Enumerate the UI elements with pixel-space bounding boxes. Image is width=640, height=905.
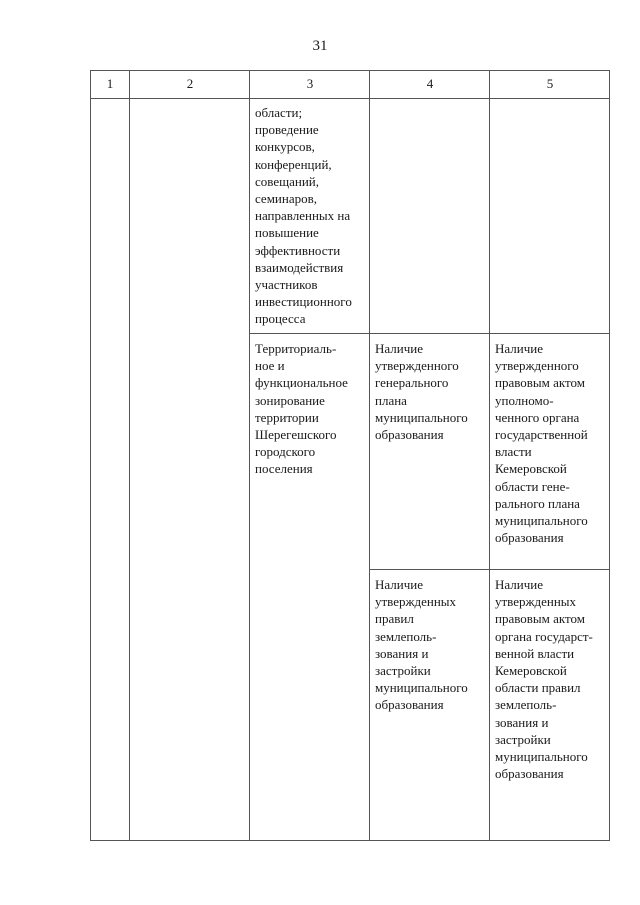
row2-col5-cell: Наличие утвержденного правовым актом уполномо- ченного органа государственной власти Кемеровской области гене- рального плана муниципального образования xyxy=(495,341,588,546)
column-divider-4 xyxy=(489,70,490,841)
row1-col3-cell: области; проведение конкурсов, конференций, совещаний, семинаров, направленных на повышение эффективности взаимодействия участников инвестиционного процесса xyxy=(255,105,352,327)
column-header-3: 3 xyxy=(306,76,314,91)
header-bottom-border xyxy=(90,98,610,99)
column-header-4: 4 xyxy=(426,76,434,91)
row3-col5-cell: Наличие утвержденных правовым актом органа государст- венной власти Кемеровской области правил землеполь- зования и застройки муниципального образования xyxy=(495,577,593,782)
row2-col4-cell: Наличие утвержденного генерального плана муниципального образования xyxy=(375,341,468,443)
table-left-border xyxy=(90,70,91,841)
column-header-5: 5 xyxy=(546,76,554,91)
page-number: 31 xyxy=(312,38,328,54)
table-top-border xyxy=(90,70,610,71)
column-divider-2 xyxy=(249,70,250,841)
table-right-border xyxy=(609,70,610,841)
row2-col3-cell: Территориаль- ное и функциональное зонирование территории Шерегешского городского поселения xyxy=(255,341,348,477)
table-bottom-border xyxy=(90,840,610,841)
column-header-2: 2 xyxy=(186,76,194,91)
column-header-1: 1 xyxy=(106,76,114,91)
column-divider-1 xyxy=(129,70,130,841)
document-table xyxy=(90,70,610,841)
row1-divider xyxy=(249,333,610,334)
column-divider-3 xyxy=(369,70,370,841)
row3-col4-cell: Наличие утвержденных правил землеполь- зования и застройки муниципального образования xyxy=(375,577,468,713)
